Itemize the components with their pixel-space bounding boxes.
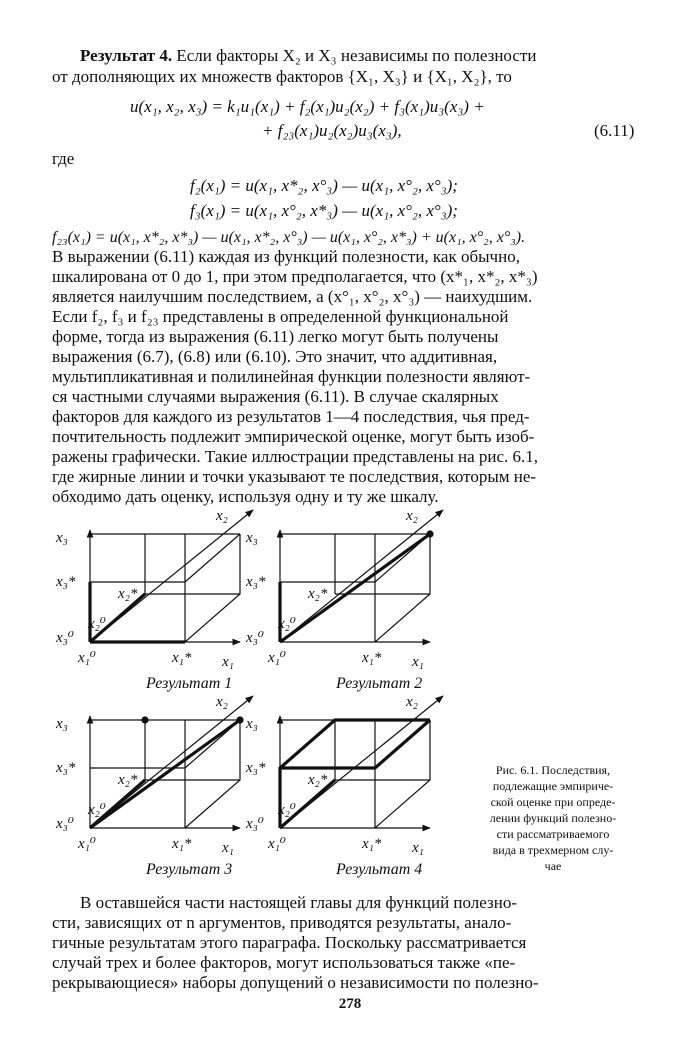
paragraph-2-line: выражения (6.7), (6.8) или (6.10). Это значит, что аддитивная,: [52, 347, 498, 366]
panel-label-4: Результат 4: [336, 861, 423, 878]
paragraph-2-line: В выражении (6.11) каждая из функций полезности, как обычно,: [52, 247, 520, 266]
label-x3-best: x₃*: [56, 574, 76, 590]
result-4-line-1: [80, 46, 644, 66]
caption-line: сти рассматриваемого: [496, 827, 610, 841]
panel-label-2: Результат 2: [336, 675, 423, 692]
formula-6-11-line-1: u(x₁, x₂, x₃) = k₁u₁(x₁) + f₂(x₁)u₂(x₂) + f₃(x₁)u₃(x₃) +: [130, 97, 485, 116]
label-x2-best: x₂*: [308, 586, 328, 602]
definition-f23: f₂₃(x₁) = u(x₁, x*₂, x*₃) — u(x₁, x*₂, x°₃) — u(x₁, x°₂, x*₃) + u(x₁, x°₂, x°₃).: [52, 229, 526, 246]
paragraph-2-line: факторов для каждого из результатов 1—4 последствия, чья пред-: [52, 407, 530, 426]
label-x2: x₂: [406, 508, 418, 524]
label-x3: x₃: [56, 530, 68, 546]
definition-f2: f₂(x₁) = u(x₁, x*₂, x°₃) — u(x₁, x°₂, x°₃);: [190, 176, 458, 195]
panel-result-4: [280, 696, 443, 828]
label-x1-worst: x₁⁰: [268, 650, 286, 666]
paragraph-3-line: В оставшейся части настоящей главы для функций полезно-: [80, 893, 518, 912]
label-x2-worst: x₂⁰: [278, 616, 296, 632]
panel-result-1: [90, 510, 253, 642]
caption-line: ской оценке при опреде-: [490, 795, 616, 809]
label-x3-best: x₃*: [246, 574, 266, 590]
figure-caption: [458, 762, 648, 874]
caption-line: Рис. 6.1. Последствия,: [495, 763, 611, 777]
label-x2-best: x₂*: [118, 772, 138, 788]
label-x3-worst: x₃⁰: [246, 816, 264, 832]
panel-label-3: Результат 3: [146, 861, 233, 878]
label-x3-worst: x₃⁰: [56, 816, 74, 832]
label-x1-worst: x₁⁰: [78, 836, 96, 852]
caption-line: вида в трехмерном слу-: [492, 843, 614, 857]
label-x3: x₃: [246, 716, 258, 732]
caption-line: чае: [544, 859, 562, 873]
label-x1-best: x₁*: [362, 836, 382, 852]
label-x1-worst: x₁⁰: [268, 836, 286, 852]
label-x2: x₂: [406, 694, 418, 710]
label-x1-best: x₁*: [172, 650, 192, 666]
label-x3: x₃: [56, 716, 68, 732]
label-x3: x₃: [246, 530, 258, 546]
definition-f3: f₃(x₁) = u(x₁, x°₂, x*₃) — u(x₁, x°₂, x°₃);: [190, 201, 458, 220]
caption-line: лении функций полезно-: [489, 811, 617, 825]
formula-6-11-number: (6.11): [594, 121, 635, 140]
panel-result-3: [90, 696, 253, 828]
formula-6-11-line-2: + f₂₃(x₁)u₂(x₂)u₃(x₃),: [262, 121, 402, 140]
label-x2: x₂: [216, 508, 228, 524]
panel-label-1: Результат 1: [146, 675, 233, 692]
result-4-lead: Результат 4.: [80, 46, 173, 65]
paragraph-3-line: рекрывающиеся» наборы допущений о независимости по полезно-: [52, 973, 539, 992]
label-x1: x₁: [412, 840, 424, 856]
paragraph-2-line: форме, тогда из выражения (6.11) легко могут быть получены: [52, 327, 499, 346]
paragraph-3-line: сти, зависящих от n аргументов, приводятся результаты, анало-: [52, 913, 512, 932]
label-x1-best: x₁*: [172, 836, 192, 852]
label-x3-best: x₃*: [246, 760, 266, 776]
label-x3-worst: x₃⁰: [246, 630, 264, 646]
paragraph-2-line: где жирные линии и точки указывают те последствия, которым не-: [52, 467, 537, 486]
paragraph-3-line: случай трех и более факторов, могут использоваться также «пе-: [52, 953, 516, 972]
label-x1: x₁: [222, 840, 234, 856]
label-x1-worst: x₁⁰: [78, 650, 96, 666]
paragraph-2-line: мультипликативная и полилинейная функции полезности являют-: [52, 367, 531, 386]
label-x2-worst: x₂⁰: [88, 802, 106, 818]
result-4-text: Если факторы X₂ и X₃ независимы по полезности: [176, 46, 537, 65]
label-x3-worst: x₃⁰: [56, 630, 74, 646]
paragraph-2-line: обходимо дать оценку, используя одну и ту же шкалу.: [52, 487, 439, 506]
label-x2-worst: x₂⁰: [88, 616, 106, 632]
paragraph-2-line: почтительность подлежит эмпирической оценке, могут быть изоб-: [52, 427, 535, 446]
label-x3-best: x₃*: [56, 760, 76, 776]
paragraph-2-line: ражены графически. Такие иллюстрации представлены на рис. 6.1,: [52, 447, 539, 466]
paragraph-2-line: является наилучшим последствием, а (x°₁, x°₂, x°₃) — наихудшим.: [52, 287, 533, 306]
label-x2-best: x₂*: [118, 586, 138, 602]
paragraph-2-line: шкалирована от 0 до 1, при этом предполагается, что (x*₁, x*₂, x*₃): [52, 267, 538, 286]
where-word: где: [52, 149, 75, 168]
label-x1: x₁: [222, 654, 234, 670]
paragraph-2-line: Если f₂, f₃ и f₂₃ представлены в определенной функциональной: [52, 307, 509, 326]
label-x2: x₂: [216, 694, 228, 710]
paragraph-3-line: гичные результатам этого параграфа. Поскольку рассматривается: [52, 933, 527, 952]
page-number: 278: [338, 996, 362, 1012]
paragraph-2-line: ся частными случаями выражения (6.11). В случае скалярных: [52, 387, 499, 406]
label-x2-best: x₂*: [308, 772, 328, 788]
label-x2-worst: x₂⁰: [278, 802, 296, 818]
caption-line: подлежащие эмпириче-: [492, 779, 614, 793]
result-4-line-2: от дополняющих их множеств факторов {X₁, X₃} и {X₁, X₂}, то: [52, 67, 512, 86]
label-x1-best: x₁*: [362, 650, 382, 666]
axis-x2: [280, 510, 443, 642]
label-x1: x₁: [412, 654, 424, 670]
panel-result-2: [280, 510, 443, 642]
